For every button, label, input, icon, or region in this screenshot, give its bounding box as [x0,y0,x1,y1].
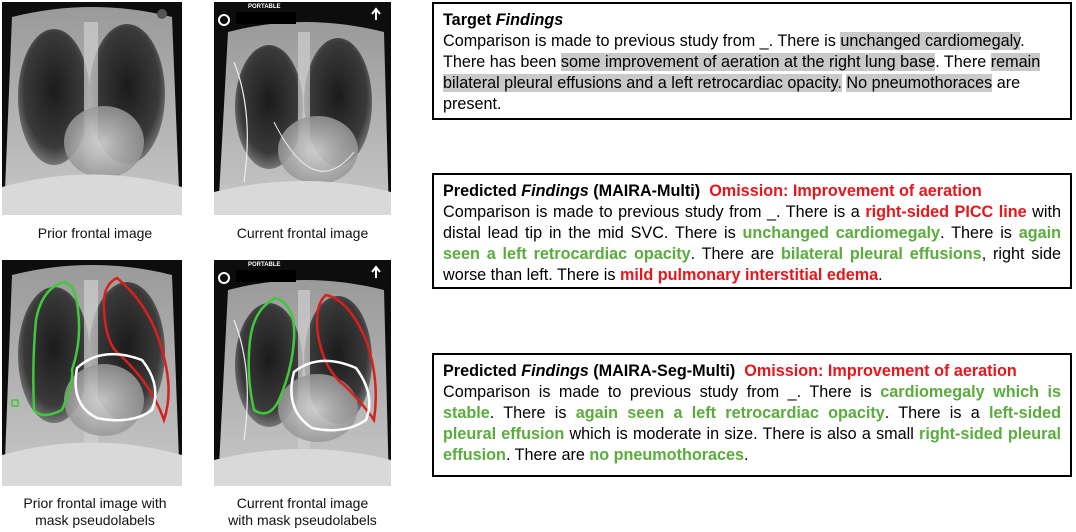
current-mask-image-caption [210,495,395,529]
maira-multi-findings-box [432,173,1072,289]
current-image-caption: Current frontal image [236,225,369,241]
target-findings-box [432,2,1072,120]
error-phrase: right-sided PICC line [865,203,1027,221]
prior-image-caption: Prior frontal image [37,225,153,241]
target-findings-text: Comparison is made to previous study from _. There is unchanged cardiomegaly. There has been some improvement of aeration at the right lung base. There remain bilateral pleural effusions and a left retrocardiac opacity. No pneumothoraces are present. [443,32,1041,113]
error-phrase: mild pulmonary interstitial edema [619,266,879,284]
highlight: remain bilateral pleural effusions and a left retrocardiac opacity. [443,53,1041,92]
highlight: unchanged cardiomegaly [840,32,1021,50]
correct-phrase: right-sided pleural effusion [443,425,1061,464]
prior-mask-xray-image [2,260,182,486]
omission-label: Omission: Improvement of aeration [709,182,982,200]
target-findings-title: Target Findings [443,11,564,29]
maira-seg-multi-title: Predicted Findings (MAIRA-Seg-Multi) Omission: Improvement of aeration [443,362,1017,380]
portable-label: PORTABLE [248,4,281,10]
correct-phrase: cardiomegaly which is stable [443,383,1061,422]
prior-mask-image-caption [0,495,190,529]
current-mask-caption-line2: with mask pseudolabels [228,512,377,528]
highlight: No pneumothoraces [846,74,993,92]
correct-phrase: again seen a left retrocardiac opacity [443,224,1061,263]
maira-seg-multi-text: Comparison is made to previous study from _. There is cardiomegaly which is stable. There is again seen a left retrocardiac opacity. There is a left-sided pleural effusion which is moderate in size. There is also a small right-sided pleural effusion. There are no pneumothoraces. [443,383,1061,464]
maira-multi-text: Comparison is made to previous study from _. There is a right-sided PICC line with distal lead tip in the mid SVC. There is unchanged cardiomegaly. There is again seen a left retrocardiac opacity. There are bilateral pleural effusions, right side worse than left. There is mild pulmonary interstitial edema. [443,203,1061,284]
prior-mask-caption-line2: mask pseudolabels [35,512,155,528]
maira-seg-multi-findings-box [432,353,1072,477]
current-mask-xray-image [214,260,391,486]
prior-mask-caption-line1: Prior frontal image with [23,495,167,511]
current-mask-caption-line1: Current frontal image [236,495,369,511]
correct-phrase: again seen a left retrocardiac opacity [575,404,885,422]
correct-phrase: unchanged cardiomegaly [742,224,941,242]
portable-label: PORTABLE [248,262,281,268]
prior-xray-image [2,2,182,215]
correct-phrase: left-sided pleural effusion [443,404,1061,443]
omission-label: Omission: Improvement of aeration [744,362,1017,380]
correct-phrase: bilateral pleural effusions [780,245,982,263]
highlight: some improvement of aeration at the right lung base [560,53,936,71]
correct-phrase: no pneumothoraces [589,446,745,464]
maira-multi-title: Predicted Findings (MAIRA-Multi) Omission: Improvement of aeration [443,182,982,200]
current-xray-image [214,2,391,215]
